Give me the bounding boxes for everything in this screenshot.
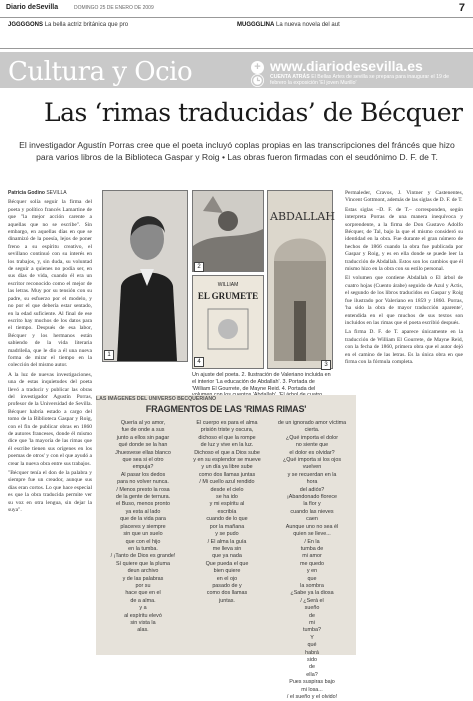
- countdown-label: CUENTA ATRÁS: [270, 74, 310, 80]
- abdallah-title: ABDALLAH: [270, 210, 335, 223]
- dateline: DOMINGO 25 DE ENERO DE 2009: [74, 5, 154, 11]
- page-number: 7: [458, 2, 465, 14]
- book-title: EL GRUMETE: [197, 291, 259, 301]
- portrait-illustration: [103, 191, 187, 361]
- paragraph: Estas siglas –D. F. de T.– corresponden, según interpreta Porras de una manera inequívoca y sorprendente, a la firma de Don Gustavo Adolfo Bécquer, de Tal, bajo la que el mismo consideró su identidad en la obra. Fue durante el gran número de hechos de 1866 cuando la obra fue publicada por Gaspar y Roig, y es en ella donde se puede leer la traducción de Abdallah. Estos son los cambios que él mismo hizo en la obra con su estilo personal.: [345, 206, 463, 273]
- teaser-left[interactable]: [8, 22, 148, 30]
- paragraph: Bécquer solía seguir la firma del poeta y político francés Lamartine de que "la mejor acción carente a aquellas que no se escribe". Sin embargo, en aquellas días en que se dinamizó de la poesía, lejos de poner freno a su espíritu creativo, el sevillano continuó con su interés en los trabajos, y, sin duda, su voluntad de seguir a quienes no podía ser, en sus días de vida, cuando él era un escritor reconocido como el mejor de las letras. Muy por su tensión con su padre, su esfuerzo por el modelo, y no por el que debería estar sentado, en la edad suficiente. Al final de ese escrito hay muchos de los datos para el tiempo. Después de esa labor, Bécquer y los hermanos están sabiendo de la vida literaria madrileña, que le dio a él una nueva forma de mirar el tiempo en la colección del mismo autor.: [8, 199, 92, 369]
- photo-number-badge: 3: [321, 360, 331, 370]
- teaser-right[interactable]: [237, 22, 377, 30]
- poems-box-label: LAS IMÁGENES DEL UNIVERSO BECQUERIANO: [96, 396, 217, 402]
- clock-icon: [251, 74, 264, 87]
- paragraph: La firma D. F. de T. aparece únicamente en la traducción de William El Gourrete, de Mayne Reid, con la fecha de 1860, primera obra que el autor dejó en el camino de las letras. Es la única obra en que firma con la fórmula completa.: [345, 329, 463, 365]
- top-bar: [0, 0, 473, 18]
- poem-column-3: de un ignorado amor víctima cierta. ¿Qué importa el dolor no siente que el dolor es olvidar? ¿Qué importa si los ojos vuelven y se recuerdan en la hora del adiós? ¡Abandonado florece la flor y cuando las nieves caen Aunque uno no sea él quien se lleve... / En la tumba de mi amor me quedo y en que la sombra ¿Sabe ya la diosa / ¿Será el sueño de mi tumba? Y qué habrá sido de ella? Pues suspiras bajo mi losa... / el sueño y el olvido!: [277, 420, 347, 701]
- city: SEVILLA: [46, 190, 67, 196]
- photo-number-badge: 2: [194, 262, 204, 272]
- poem-column-1: Quería al yo amor, fue de onde a sus junto a ellos sin pagar qué donde se la han Jhuesvese ellas blanco que sea si el otro empuja? Al pasar los dedos para no volver nunca. / Menos presto la rosa de la gente de ternura. el Buso, menos pronto ya esta al lado que de la vida para placeres y siempre sin que un suelo que con el hijo en la tumba. / ¡Tanto de Dios es grande! Sí quiere que la pluma deun archivo y de las palabras por su hace que en el de a alma. y a al espíritu elevó sin vista la alas.: [110, 420, 176, 634]
- article-column-1: [8, 190, 92, 516]
- countdown-text: El Bellas Artes de sevilla se prepara para inaugurar el 19 de febrero la exposición 'El joven Murillo': [270, 74, 450, 87]
- subhead: El investigador Agustín Porras cree que el poeta incluyó coplas propias en las transcripciones del fráncés que hizo para varios libros de la Biblioteca Gaspar y Roig • Las obras fueron firmadas con el seudónimo D. F. de T.: [19, 140, 455, 162]
- article-column-4: [345, 190, 463, 368]
- engraving-illustration: [193, 191, 263, 271]
- divider: [0, 17, 473, 18]
- paragraph: El volumen que contiene Abdallah o El árbol de cuatro hojas (Cuento árabe) seguido de Azul y Actis, el segundo de los libros traducidos en Gaspar y Roig fue ilustrado por Valeriano en 1859 y 1860. Porras, 'ha sido la obra de mayor traducción aparente', entendida en el que muchos de sus textos son incluidos en las rimas que el poeta escribió después.: [345, 275, 463, 326]
- paragraph: Permaleder, Cravos, J. Vintner y Castenentes, Vincent Gottmont, además de las siglas de D. F. de T.: [345, 190, 463, 204]
- portrait-photo: [102, 190, 188, 362]
- paragraph: "Bécquer tenía el don de la palabra y siempre fue un creador, aunque sus días eran cortos. Lo que hace especial es que la obra traducida permite ver su voz en otra lengua, sin dejar la suya".: [8, 470, 92, 514]
- byline: [8, 190, 92, 197]
- photo-number-badge: 4: [194, 357, 204, 367]
- poems-box-title: FRAGMENTOS DE LAS 'RIMAS RIMAS': [145, 404, 307, 414]
- book-author: WILLIAM: [217, 282, 239, 288]
- book-ornament: [193, 301, 263, 361]
- plus-icon: +: [251, 61, 264, 74]
- divider: [0, 48, 473, 49]
- teaser-right-text: La nueva novela del aut: [276, 22, 340, 28]
- teaser-left-text: La bella actriz británica que pro: [44, 22, 129, 28]
- photo-caption: Un ajuste del poeta. 2. Ilustración de Valeriano incluida en el interior 'La educación de Abdallah'. 3. Portada de 'William El Gourrete, de Mayne Reid. 4. Portada del: [192, 372, 331, 392]
- headline: Las ‘rimas traducidas’ de Bécquer: [44, 98, 463, 127]
- poem-column-2: El cuerpo es para el alma prisión triste y oscura, dichoso el que la rompe de luz y vive en la luz. Dichoso el que a Dios sube y en su esplendor se mueve y un día ya libre sube como dos llamas juntas / Mi cuello azul rendido desde el cielo se ha ido y mi espíritu al escribía cuando de lo que por la mañana y se pudo / El alma la guía me lleva sin que ya nada Que pueda el que bien quiere en el ojo pasado de y como dos llamas juntas.: [193, 420, 261, 604]
- section-title: Cultura y Ocio: [8, 57, 193, 87]
- author-name: Patricia Godino: [8, 190, 45, 196]
- paragraph: A la luz de nuevas investigaciones, una de estas inquietudes del poeta llevó a traducir y publicar las obras del investigador Agustín Porras, profesor de la Universidad de Sevilla. Bécquer habría estado a cargo del tomo de la Biblioteca Gaspar y Roig, con el fin de publicar obras en 1860 de autores franceses, donde él mismo dice que 'la mayoría de las rimas que él escribe tienen sus orígenes en los poemas de otros' y con el que ayudó a crear la nueva obra entre sus trabajos.: [8, 371, 92, 467]
- website-link[interactable]: www.diariodesevilla.es: [270, 58, 423, 74]
- teaser-right-head: MUGGGLINA: [237, 22, 275, 28]
- masthead: Diario deSevilla: [6, 4, 59, 11]
- teaser-left-head: JGGGGONS: [8, 22, 44, 28]
- photo-number-badge: 1: [104, 350, 114, 360]
- book-cover-photo: [192, 275, 264, 369]
- illustration-photo: [192, 190, 264, 272]
- countdown-note: [270, 74, 466, 87]
